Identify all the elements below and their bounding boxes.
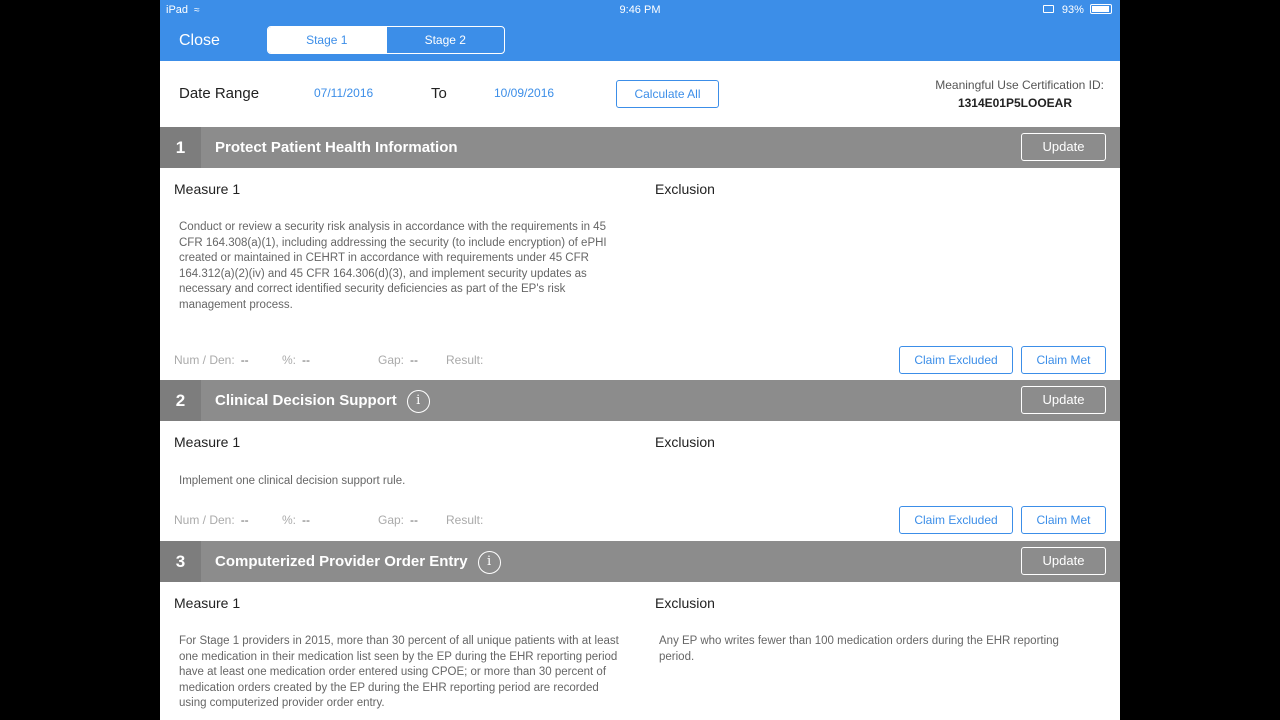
section-body-2	[160, 421, 1120, 541]
section-body-3	[160, 582, 1120, 720]
update-button[interactable]: Update	[1021, 386, 1106, 414]
exclusion-heading: Exclusion	[655, 595, 715, 611]
info-icon[interactable]: i	[478, 551, 501, 574]
certification-id-value: 1314E01P5LOOEAR	[957, 96, 1072, 110]
date-range-label: Date Range	[179, 85, 260, 102]
status-time: 9:46 PM	[619, 4, 661, 16]
gap-label: Gap:	[378, 513, 405, 527]
num-den-value: --	[240, 513, 249, 527]
num-den-value: --	[240, 353, 249, 367]
battery-icon	[1090, 4, 1112, 14]
section-title-text: Protect Patient Health Information	[215, 139, 458, 156]
exclusion-heading: Exclusion	[655, 181, 715, 197]
device-label: iPad	[166, 4, 189, 16]
top-bar	[160, 0, 1120, 61]
measure-heading: Measure 1	[174, 434, 241, 450]
exclusion-heading: Exclusion	[655, 434, 715, 450]
tab-stage-1[interactable]: Stage 1	[268, 27, 386, 53]
status-bar-right	[1043, 4, 1112, 16]
start-date-field[interactable]: 07/11/2016	[314, 86, 374, 100]
tab-stage-2[interactable]: Stage 2	[386, 27, 505, 53]
app-screen	[160, 0, 1120, 720]
claim-excluded-button[interactable]: Claim Excluded	[899, 506, 1013, 534]
gap-value: --	[410, 353, 419, 367]
section-header-1	[160, 127, 1120, 168]
update-button[interactable]: Update	[1021, 133, 1106, 161]
section-title-text: Computerized Provider Order Entry	[215, 553, 468, 570]
result-stat	[446, 353, 489, 367]
gap-stat	[378, 353, 418, 367]
claim-met-button[interactable]: Claim Met	[1021, 506, 1106, 534]
percent-value: --	[302, 513, 311, 527]
section-header-2	[160, 380, 1120, 421]
section-title	[215, 541, 501, 582]
update-button[interactable]: Update	[1021, 547, 1106, 575]
result-stat	[446, 513, 489, 527]
gap-value: --	[410, 513, 419, 527]
airplay-icon	[1043, 5, 1054, 13]
result-label: Result:	[446, 353, 484, 367]
measure-description: Implement one clinical decision support rule.	[179, 475, 406, 487]
certification-id-label: Meaningful Use Certification ID:	[935, 78, 1104, 92]
num-den-stat	[174, 353, 249, 367]
num-den-stat	[174, 513, 249, 527]
wifi-icon: ≈	[194, 5, 200, 16]
section-title	[215, 127, 458, 168]
battery-percent: 93%	[1061, 4, 1084, 16]
section-number: 1	[160, 127, 201, 168]
measure-heading: Measure 1	[174, 181, 241, 197]
gap-label: Gap:	[378, 353, 405, 367]
result-label: Result:	[446, 513, 484, 527]
measure-description: For Stage 1 providers in 2015, more than 30 percent of all unique patients with at least one medication in their medication list seen by the EP during the EHR reporting period have at least one medication order entered using CPOE; or more than 30 percent of medication orders created by the EP during the EHR reporting period are recorded using computerized provider order entry.	[179, 635, 619, 710]
section-number: 3	[160, 541, 201, 582]
calculate-all-button[interactable]: Calculate All	[616, 80, 719, 108]
num-den-label: Num / Den:	[174, 513, 235, 527]
measure-heading: Measure 1	[174, 595, 241, 611]
num-den-label: Num / Den:	[174, 353, 235, 367]
percent-label: %:	[282, 513, 297, 527]
stage-segmented-control	[267, 26, 505, 54]
percent-value: --	[302, 353, 311, 367]
close-button[interactable]: Close	[179, 32, 220, 49]
section-body-1	[160, 168, 1120, 380]
claim-met-button[interactable]: Claim Met	[1021, 346, 1106, 374]
percent-stat	[282, 513, 310, 527]
gap-stat	[378, 513, 418, 527]
to-label: To	[431, 85, 447, 102]
percent-label: %:	[282, 353, 297, 367]
section-title-text: Clinical Decision Support	[215, 392, 397, 409]
measure-description: Conduct or review a security risk analysis in accordance with the requirements in 45 CFR 164.308(a)(1), including addressing the security (to include encryption) of ePHI created or maintained in CEHRT in accordance with requirements under 45 CFR 164.312(a)(2)(iv) and 45 CFR 164.306(d)(3), and implement security updates as necessary and correct identified security deficiencies as part of the EP's risk management process.	[179, 221, 607, 311]
section-number: 2	[160, 380, 201, 421]
date-range-row	[160, 61, 1120, 127]
exclusion-description: Any EP who writes fewer than 100 medication orders during the EHR reporting period.	[659, 635, 1059, 663]
claim-excluded-button[interactable]: Claim Excluded	[899, 346, 1013, 374]
percent-stat	[282, 353, 310, 367]
end-date-field[interactable]: 10/09/2016	[494, 86, 555, 100]
info-icon[interactable]: i	[407, 390, 430, 413]
section-title	[215, 380, 430, 421]
section-header-3	[160, 541, 1120, 582]
